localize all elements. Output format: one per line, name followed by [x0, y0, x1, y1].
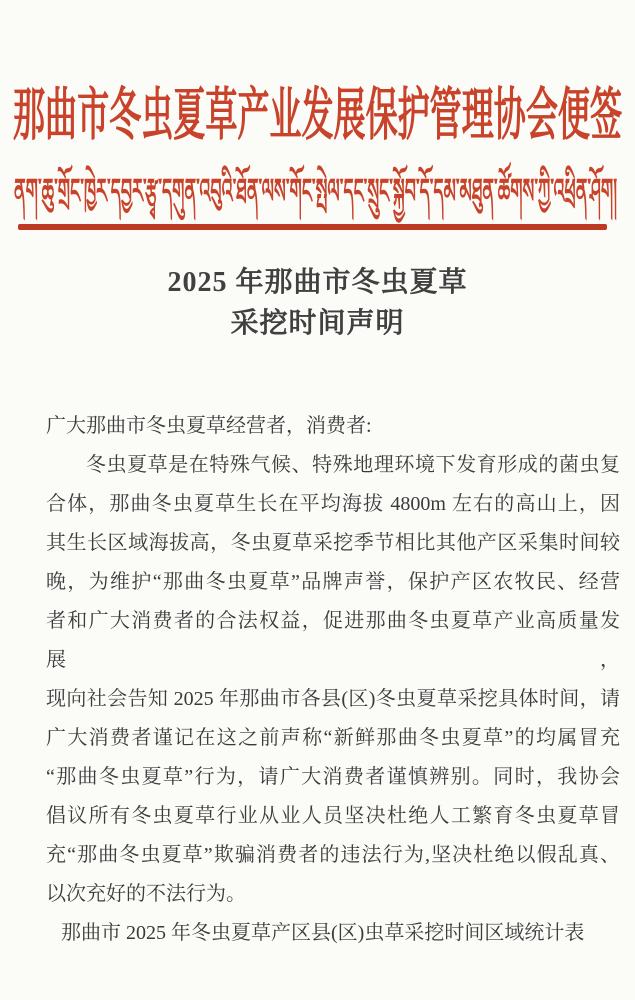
body-line: 者和广大消费者的合法权益，促进那曲冬虫夏草产业高质量发展，	[46, 610, 620, 671]
body-line: 晚，为维护“那曲冬虫夏草”品牌声誉，保护产区农牧民、经营	[46, 571, 620, 593]
body-line: 广大消费者谨记在这之前声称“新鲜那曲冬虫夏草”的均属冒充	[46, 727, 620, 749]
body-line: “那曲冬虫夏草”行为，请广大消费者谨慎辨别。同时，我协会	[46, 766, 620, 788]
letterhead-title-chinese	[13, 83, 622, 149]
letterhead-title-chinese-text: 那曲市冬虫夏草产业发展保护管理协会便签	[13, 84, 622, 147]
salutation-line: 广大那曲市冬虫夏草经营者，消费者:	[46, 415, 372, 437]
letterhead-divider-rule	[18, 224, 607, 230]
body-line: 合体，那曲冬虫夏草生长在平均海拔 4800m 左右的高山上，因	[46, 493, 620, 515]
letterhead-title-tibetan-text: ནག་ཆུ་གྲོང་ཁྱེར་དབྱར་རྩྭ་དགུན་འབུའི་ཐོན་ལས་གོང་སྤེལ་དང་སྲུང་སྐྱོབ་དོ་དམ་མཐུན་ཚོགས་ཀྱི་འཕྲིན་ཤོག།	[14, 172, 618, 211]
body-paragraph	[46, 446, 620, 914]
body-line: 倡议所有冬虫夏草行业从业人员坚决杜绝人工繁育冬虫夏草冒	[46, 805, 620, 827]
body-line: 以次充好的不法行为。	[46, 883, 246, 905]
document-title	[0, 262, 635, 344]
body-line: 现向社会告知 2025 年那曲市各县(区)冬虫夏草采挖具体时间，请	[46, 688, 620, 710]
document-body	[46, 407, 620, 953]
body-line: 充“那曲冬虫夏草”欺骗消费者的违法行为,坚决杜绝以假乱真、	[46, 844, 620, 866]
table-caption-line: 那曲市 2025 年冬虫夏草产区县(区)虫草采挖时间区域统计表	[61, 922, 585, 944]
document-title-line1: 2025 年那曲市冬虫夏草	[167, 267, 468, 298]
body-line: 其生长区域海拔高，冬虫夏草采挖季节相比其他产区采集时间较	[46, 532, 620, 554]
letterhead-title-tibetan	[14, 167, 617, 219]
document-title-line2: 采挖时间声明	[230, 308, 405, 339]
body-line: 冬虫夏草是在特殊气候、特殊地理环境下发育形成的菌虫复	[86, 454, 620, 476]
